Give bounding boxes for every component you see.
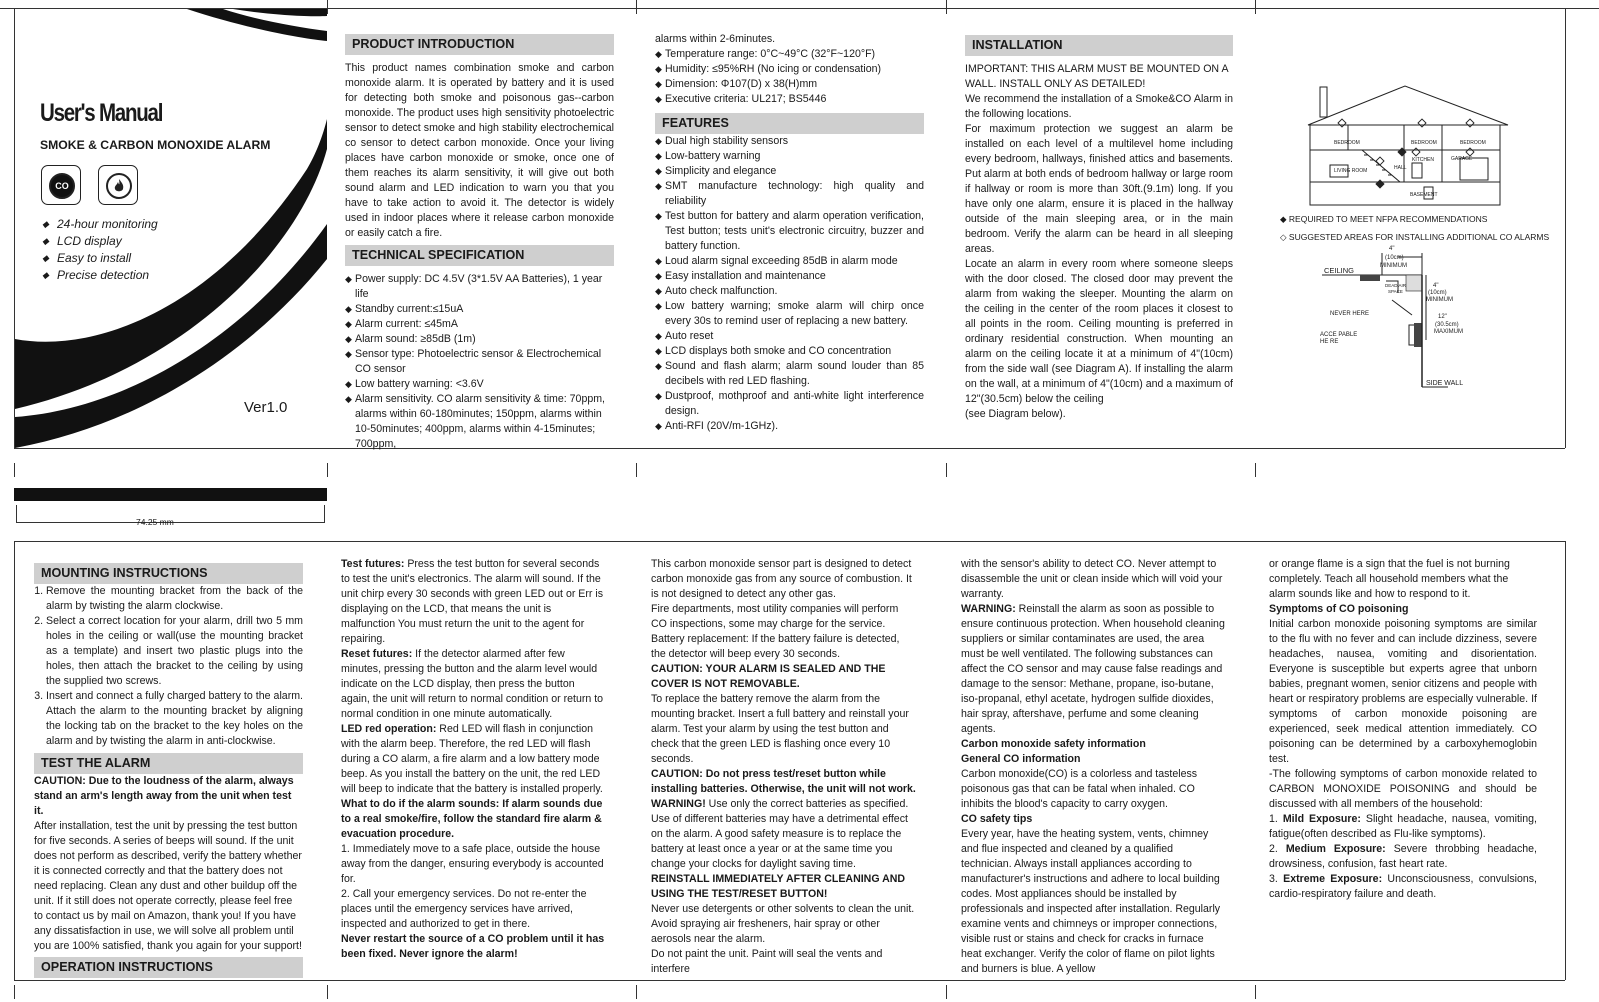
spec-item: ◆ Dimension: Φ107(D) x 38(H)mm — [655, 77, 924, 92]
feature-item: ◆ Dustproof, mothproof and anti-white light interference design. — [655, 389, 924, 419]
general-text: Carbon monoxide(CO) is a colorless and tasteless poisonous gas that can be fatal when inhaled. CO inhibits the blood's capacity to carry oxygen. — [961, 768, 1198, 810]
install-text: Locate an alarm in every room where someone sleeps with the door closed. The closed door may prevent the alarm from waking the sleeper. Mounting the alarm on the ceiling in the center of the room places it closest to all points in the room. Ceiling mounting is preferred in ordinary residential construction. When mounting an alarm on the ceiling locate it at a minimum of 4"(10cm) from the side wall (see Diagram A). If installing the alarm on the wall, at a minimum of 4"(10cm) and a maximum of 12"(30.5cm) below the ceiling — [965, 258, 1233, 405]
replace-battery-text: To replace the battery remove the alarm from the mounting bracket. Insert a full battery and reinstall your alarm. Test your alarm by using the test button and check that the green LED is flashing once every 10 seconds. — [651, 693, 909, 765]
feature-item: ◆ Easy installation and maintenance — [655, 269, 924, 284]
install-text: For maximum protection we suggest an alarm be installed on each level of a multilevel home including every bedroom, hallways, finished attics and basements. Put alarm at both ends of bedroom hallway or large room if hallway or room is more than 30ft.(9.1m) long. If you have only one alarm, ensure it is placed in the hallway outside of the main sleeping area, or in the main bedroom. Verify the alarm can be heard in all sleeping areas. — [965, 123, 1233, 255]
battery-safety-text: Use of different batteries may have a detrimental effect on the alarm. A good safety measure is to replace the battery at least once a year or at the same time you change your clocks for daylight saving time. — [651, 813, 908, 870]
medium-exposure: 2. Medium Exposure: Severe throbbing headache, drowsiness, confusion, fast heart rate. — [1269, 843, 1537, 870]
mounting-diagram — [1322, 245, 1492, 393]
room-label: LIVING ROOM — [1334, 168, 1368, 174]
product-intro-text: This product names combination smoke and carbon monoxide alarm. It is operated by battery and it is used for detecting both smoke and poisonous gas--carbon monoxide. The product uses high sensitivity photoelectric sensor to detect smoke and high stability electrochemical co sensor to detect carbon monoxide. Once your living places have carbon monoxide or smoke, once one of them reaches its alarm sensitivity, it will give out both sound alarm and LED indication to warn you that you have to take action to avoid it. The detector is widely used in indoor places where it release carbon monoxide or easily catch a fire. — [345, 62, 614, 239]
spec-item: ◆ Sensor type: Photoelectric sensor & Electrochemical CO sensor — [345, 347, 614, 377]
symptoms-heading: Symptoms of CO poisoning — [1269, 603, 1409, 615]
led-operation — [341, 722, 605, 797]
room-label: BEDROOM — [1334, 140, 1360, 146]
test-button-caution: CAUTION: Do not press test/reset button while installing batteries. Otherwise, the unit will not work. — [651, 768, 916, 795]
panel-installation — [965, 35, 1233, 422]
feature-item: ◆ LCD displays both smoke and CO concentration — [655, 344, 924, 359]
extreme-exposure: 3. Extreme Exposure: Unconsciousness, convulsions, cardio-respiratory failure and death. — [1269, 873, 1537, 900]
measure-label: SPACE — [1388, 289, 1403, 294]
reinstall-warning — [961, 602, 1226, 737]
outline-diamond-icon: ◇ — [1280, 232, 1287, 242]
mild-exposure: 1. Mild Exposure: Slight headache, nausea, vomiting, fatigue(often described as Flu-like symptoms). — [1269, 813, 1538, 840]
feature-item: ◆ Low-battery warning — [655, 149, 924, 164]
panel-symptoms — [1269, 557, 1537, 902]
measure-label: (30.5cm) — [1435, 322, 1459, 328]
exposure-text: Severe throbbing headache, drowsiness, confusion, fast heart rate. — [1269, 843, 1537, 870]
sealed-caution: CAUTION: YOUR ALARM IS SEALED AND THE COVER IS NOT REMOVABLE. — [651, 663, 886, 690]
fold-mark — [327, 0, 328, 14]
measure-label: MINIMUM — [1426, 297, 1453, 303]
room-label: HALL — [1394, 165, 1407, 171]
acceptable-label: HE RE — [1320, 339, 1339, 345]
room-label: GARAGE — [1451, 156, 1473, 162]
feature-item: ◆ Test button for battery and alarm operation verification, Test button; tests unit's electronic circuitry, buzzer and battery function. — [655, 209, 924, 254]
paint-text: Do not paint the unit. Paint will seal the vents and interfere — [651, 948, 883, 975]
filled-diamond-icon: ◆ — [1280, 214, 1287, 224]
section-heading: MOUNTING INSTRUCTIONS — [34, 563, 303, 584]
section-heading: INSTALLATION — [965, 35, 1233, 56]
spine-bar — [14, 488, 327, 501]
feature-item: ◆ Auto reset — [655, 329, 924, 344]
measure-label: (10cm) — [1385, 255, 1404, 261]
exposure-label: Extreme Exposure: — [1283, 873, 1383, 885]
measure-label: DEAD AIR — [1385, 283, 1407, 288]
install-text: (see Diagram below). — [965, 408, 1066, 420]
panel-maintenance — [651, 557, 916, 977]
panel-safety — [961, 557, 1226, 977]
cover-panel — [15, 9, 327, 448]
symptoms-text: Initial carbon monoxide poisoning symptoms are similar to the flu with no fever and can include dizziness, severe headaches, nausea, vomiting and disorientation. Everyone is susceptible but experts agree that unborn babies, pregnant women, senior citizens and people with heart or respiratory problems are especially vulnerable. If symptoms of carbon monoxide poisoning are experienced, seek medical attention immediately. CO poisoning can be determined by a carboxyhemoglobin test. — [1269, 618, 1537, 765]
spec-item: ◆ Alarm current: ≤45mA — [345, 317, 614, 332]
fold-mark — [14, 463, 15, 477]
room-label: BASEMENT — [1410, 192, 1438, 198]
symptoms-intro: -The following symptoms of carbon monoxide related to CARBON MONOXIDE POISONING and should be discussed with all members of the household: — [1269, 768, 1537, 810]
feature-item: ◆ SMT manufacture technology: high quality and reliability — [655, 179, 924, 209]
bottom-panel-right-border — [1565, 541, 1566, 980]
bottom-panel-left-border — [14, 541, 15, 980]
feature-item: ◆ Loud alarm signal exceeding 85dB in alarm mode — [655, 254, 924, 269]
panel-operation — [341, 557, 605, 962]
led-operation-label: LED red operation: — [341, 723, 437, 735]
reinstall-warning: REINSTALL IMMEDIATELY AFTER CLEANING AND USING THE TEST/RESET BUTTON! — [651, 873, 906, 900]
version-label: Ver1.0 — [244, 399, 288, 416]
fold-mark — [14, 985, 15, 999]
tips-text: Every year, have the heating system, vents, chimney and flue inspected and cleaned by a qualified technician. Always install appliances according to manufacturer's instructions and adhere to local building codes. Most appliances should be installed by professionals and inspected after installation. Regularly examine vents and chimneys or improper connections, visible rust or stains and check for cracks in furnace heat exchanger. Verify the color of flame on pilot lights and burners is blue. A yellow — [961, 828, 1221, 975]
test-futures-text: Press the test button for several seconds to test the unit's electronics. The alarm will sound. If the unit chirp every 30 seconds with green LED out or Err is displaying on the LCD, that means the unit is malfunction You must return the unit to the agent for repairing. — [341, 558, 604, 645]
test-futures — [341, 557, 605, 647]
never-here-label: NEVER HERE — [1330, 311, 1370, 317]
cover-feature: ◆ 24-hour monitoring — [42, 216, 158, 233]
fold-mark — [636, 0, 637, 14]
spec-item: ◆ Humidity: ≤95%RH (No icing or condensation) — [655, 62, 924, 77]
room-label: KITCHEN — [1412, 157, 1434, 163]
feature-item: ◆ Dual high stability sensors — [655, 134, 924, 149]
measure-label: 4" — [1389, 246, 1395, 252]
spec-item: ◆ Alarm sensitivity. CO alarm sensitivity & time: 70ppm, alarms within 60-180minutes; 150ppm, alarms within 10-50minutes; 400ppm, alarms within 4-15minutes; 700ppm, — [345, 392, 614, 452]
section-heading: PRODUCT INTRODUCTION — [345, 34, 614, 55]
legend-text: SUGGESTED AREAS FOR INSTALLING ADDITIONAL CO ALARMS — [1288, 232, 1550, 242]
fold-mark — [1255, 463, 1256, 477]
alarm-sounds-heading: What to do if the alarm sounds: If alarm sounds due to a real smoke/fire, follow the standard fire alarm & evacuation procedure. — [341, 798, 603, 840]
measure-label: 4" — [1433, 283, 1439, 289]
section-heading: OPERATION INSTRUCTIONS — [34, 957, 303, 978]
section-heading: FEATURES — [655, 113, 924, 134]
fold-mark — [946, 463, 947, 477]
install-recommend: We recommend the installation of a Smoke&CO Alarm in the following locations. — [965, 93, 1233, 120]
exposure-label: Mild Exposure: — [1282, 813, 1361, 825]
co-sensor-text: This carbon monoxide sensor part is designed to detect carbon monoxide gas from any source of combustion. It is not designed to detect any other gas. — [651, 558, 912, 600]
product-subtitle: SMOKE & CARBON MONOXIDE ALARM — [40, 138, 271, 152]
evacuation-step: 2. Call your emergency services. Do not re-enter the places until the emergency services have arrived, inspected and authorized to get in there. — [341, 888, 587, 930]
top-panel-right-border — [1565, 8, 1566, 448]
cover-feature: ◆ Precise detection — [42, 267, 158, 284]
spec-item: ◆ Standby current:≤15uA — [345, 302, 614, 317]
test-futures-label: Test futures: — [341, 558, 405, 570]
reset-futures-label: Reset futures: — [341, 648, 413, 660]
spec-item: ◆ Power supply: DC 4.5V (3*1.5V AA Batteries), 1 year life — [345, 272, 614, 302]
exposure-text: Unconsciousness, convulsions, cardio-respiratory failure and death. — [1269, 873, 1537, 900]
tech-spec-list — [345, 272, 614, 452]
room-label: BEDROOM — [1460, 140, 1486, 146]
acceptable-label: ACCE PABLE — [1320, 332, 1358, 338]
battery-warning — [651, 797, 916, 812]
spec-item: ◆ Low battery warning: <3.6V — [345, 377, 614, 392]
legend-suggested — [1280, 232, 1549, 243]
safety-heading: Carbon monoxide safety information — [961, 738, 1146, 750]
measure-label: (10cm) — [1428, 290, 1447, 296]
panel-features — [655, 32, 924, 434]
cleaning-text: Never use detergents or other solvents to clean the unit. Avoid spraying air fresheners, hair spray or other aerosols near the alarm. — [651, 903, 915, 945]
measure-label: 12" — [1438, 314, 1447, 320]
warning-label: WARNING! — [651, 798, 706, 810]
house-diagram — [1300, 83, 1540, 211]
cover-feature: ◆ Easy to install — [42, 250, 158, 267]
fold-mark — [1255, 985, 1256, 999]
exposure-text: Slight headache, nausea, vomiting, fatigue(often described as Flu-like symptoms). — [1269, 813, 1538, 840]
spec-continued: alarms within 2-6minutes. — [655, 33, 776, 45]
section-heading: TECHNICAL SPECIFICATION — [345, 245, 614, 266]
general-heading: General CO information — [961, 753, 1081, 765]
fire-dept-text: Fire departments, most utility companies will perform CO inspections, some may charge for the service. — [651, 603, 899, 630]
feature-item: ◆ Anti-RFI (20V/m-1GHz). — [655, 419, 924, 434]
fold-mark — [327, 463, 328, 477]
flame-text: or orange flame is a sign that the fuel is not burning completely. Teach all household members what the alarm sounds like and how to respond to it. — [1269, 558, 1510, 600]
warning-text: Reinstall the alarm as soon as possible to ensure continuous protection. When household cleaning suppliers or similar contaminates are used, the area must be well ventilated. The following substances can affect the CO sensor and may cause false readings and damage to the sensor: Methane, propane, iso-butane, iso-propanal, ethyl acetate, hydrogen sulfide dioxides, hair spray, aftershave, perfume and some cleaning agents. — [961, 603, 1225, 735]
feature-item: ◆ Sound and flash alarm; alarm sound louder than 85 decibels with red LED flashing. — [655, 359, 924, 389]
test-caution: CAUTION: Due to the loudness of the alarm, always stand an arm's length away from the unit when test it. — [34, 775, 294, 817]
feature-item: ◆ Low battery warning; smoke alarm will chirp once every 30s to remind user of replacing a new battery. — [655, 299, 924, 329]
flame-icon — [98, 165, 138, 205]
tips-heading: CO safety tips — [961, 813, 1033, 825]
evacuation-step: 1. Immediately move to a safe place, outside the house away from the danger, ensuring everybody is accounted for. — [341, 843, 604, 885]
battery-replacement-text: Battery replacement: If the battery failure is detected, the detector will beep every 30 seconds. — [651, 633, 900, 660]
warning-text: Use only the correct batteries as specified. — [705, 798, 909, 810]
sensor-text: with the sensor's ability to detect CO. Never attempt to disassemble the unit or clean inside which will void your warranty. — [961, 558, 1223, 600]
bottom-panel-top-border — [14, 541, 1565, 542]
fold-mark — [1255, 0, 1256, 14]
dimension-label: 74.25 mm — [136, 517, 174, 527]
feature-item: ◆ Simplicity and elegance — [655, 164, 924, 179]
manual-title: User's Manual — [40, 99, 163, 127]
fold-mark — [946, 985, 947, 999]
mounting-step: 1. Remove the mounting bracket from the back of the alarm by twisting the alarm clockwise. — [46, 584, 303, 614]
mounting-step: 3. Insert and connect a fully charged battery to the alarm. Attach the alarm to the mounting bracket by aligning the locking tab on the bracket to the key holes on the alarm and by twisting the alarm in anti-clockwise. — [46, 689, 303, 749]
cover-feature: ◆ LCD display — [42, 233, 158, 250]
spec-item: ◆ Alarm sound: ≥85dB (1m) — [345, 332, 614, 347]
never-restart-warning: Never restart the source of a CO problem until it has been fixed. Never ignore the alarm! — [341, 933, 605, 960]
test-text: After installation, test the unit by pressing the test button for five seconds. A series of beeps will sound. If the unit does not perform as described, verify the battery whether it is connected correctly and that the battery does not need replacing. Clean any dust and other buildup off the unit. If it still does not operate correctly, please feel free to contact us by mail on Amazon, thank you! If you have any dissatisfaction in use, we will solve all problem until you are 100% satisfied, thank you again for your support! — [34, 820, 302, 952]
warning-label: WARNING: — [961, 603, 1016, 615]
panel-product-intro — [345, 34, 614, 452]
room-label: BEDROOM — [1411, 140, 1437, 146]
spec-item: ◆ Temperature range: 0°C~49°C (32°F~120°F) — [655, 47, 924, 62]
fold-mark — [636, 985, 637, 999]
measure-label: MINIMUM — [1380, 263, 1407, 269]
ceiling-label: CEILING — [1324, 266, 1355, 275]
feature-item: ◆ Auto check malfunction. — [655, 284, 924, 299]
exposure-label: Medium Exposure: — [1285, 843, 1386, 855]
co-icon: CO — [41, 165, 81, 205]
led-operation-text: Red LED will flash in conjunction with the alarm beep. Therefore, the red LED will flash during a CO alarm, a fire alarm and a low battery mode beep. As you install the battery on the unit, the red LED will beep to indicate that the battery is installed properly. — [341, 723, 603, 795]
tech-spec-list-continued — [655, 47, 924, 107]
fold-mark — [946, 0, 947, 14]
features-list — [655, 134, 924, 434]
measure-label: MAXIMUM — [1434, 329, 1463, 335]
mounting-steps — [34, 584, 303, 749]
reset-futures-text: If the detector alarmed after few minutes, pressing the button and the alarm level would indicate on the LCD display, then press the button again, the unit will return to normal condition or return to normal condition in one minute automatically. — [341, 648, 604, 720]
reset-futures — [341, 647, 605, 722]
mounting-step: 2. Select a correct location for your alarm, drill two 5 mm holes in the ceiling or wall(use the mounting bracket as a template) and insert two plastic plugs into the holes, then attach the bracket to the ceiling by using the supplied two screws. — [46, 614, 303, 689]
fold-mark — [636, 463, 637, 477]
fold-mark — [327, 985, 328, 999]
spec-item: ◆ Executive criteria: UL217; BS5446 — [655, 92, 924, 107]
legend-required — [1280, 214, 1487, 225]
install-important: IMPORTANT: THIS ALARM MUST BE MOUNTED ON A WALL. INSTALL ONLY AS DETAILED! — [965, 63, 1228, 90]
top-panel-bottom-border — [14, 448, 1565, 449]
section-heading: TEST THE ALARM — [34, 753, 303, 774]
side-wall-label: SIDE WALL — [1426, 380, 1464, 387]
panel-mounting — [34, 563, 303, 982]
cover-feature-list — [42, 216, 158, 284]
legend-text: REQUIRED TO MEET NFPA RECOMMENDATIONS — [1288, 214, 1488, 224]
